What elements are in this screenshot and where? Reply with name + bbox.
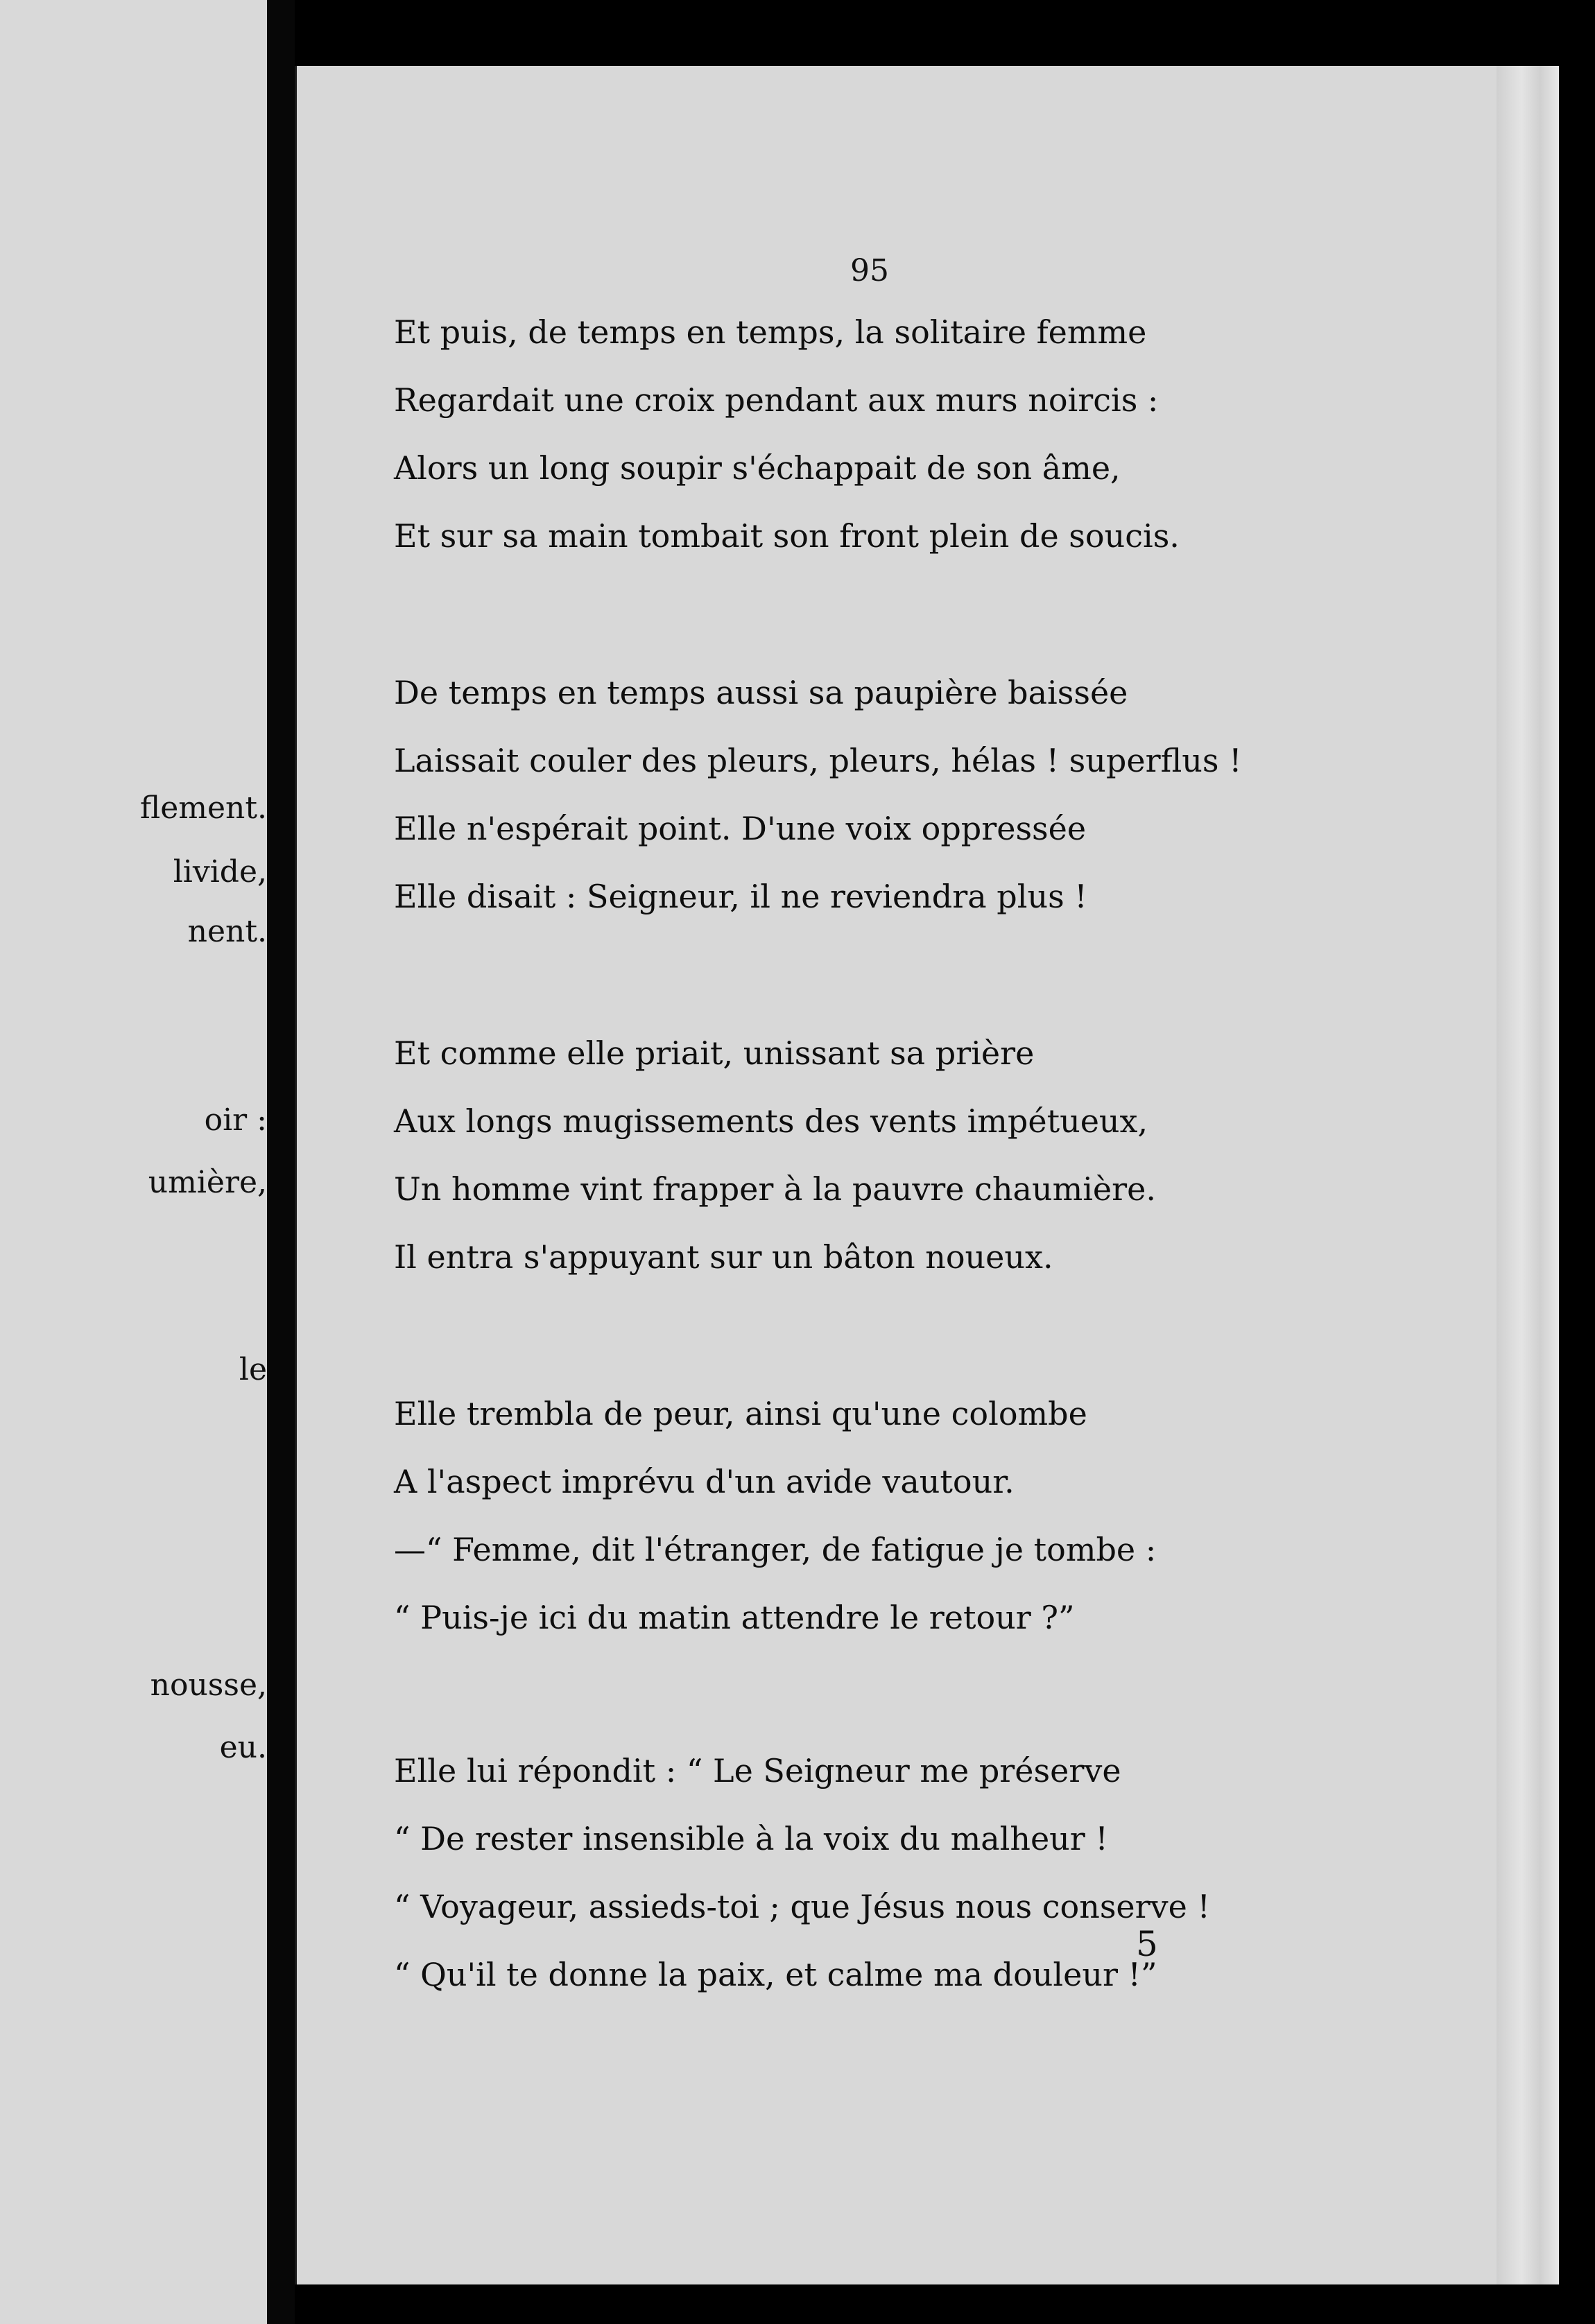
verse-line: “ Voyageur, assieds-toi ; que Jésus nous conserve ! (394, 1888, 1210, 1925)
left-fragment: umière, (148, 1165, 267, 1200)
verse-line: Et puis, de temps en temps, la solitaire femme (394, 313, 1147, 351)
left-fragment: nent. (187, 914, 267, 949)
verse-line: Et sur sa main tombait son front plein de soucis. (394, 517, 1180, 555)
verse-line: Laissait couler des pleurs, pleurs, hélas ! superflus ! (394, 742, 1242, 779)
book-gutter (267, 0, 295, 2324)
verse-line: “ De rester insensible à la voix du malheur ! (394, 1820, 1108, 1857)
page-edge (1497, 66, 1559, 2284)
verse-line: Un homme vint frapper à la pauvre chaumière. (394, 1170, 1156, 1208)
verse-line: Elle disait : Seigneur, il ne reviendra plus ! (394, 878, 1087, 915)
verse-line: Elle n'espérait point. D'une voix oppressée (394, 810, 1087, 847)
right-page (295, 66, 1559, 2284)
verse-line: Regardait une croix pendant aux murs noircis : (394, 381, 1159, 419)
stanza-3 (394, 1019, 1503, 1291)
verse-line: Et comme elle priait, unissant sa prière (394, 1034, 1035, 1072)
stanza-1 (394, 298, 1503, 570)
left-fragment: eu. (219, 1730, 267, 1765)
page-number: 95 (850, 253, 889, 288)
left-fragment: flement. (139, 790, 267, 826)
stanza-4 (394, 1380, 1503, 1651)
verse-line: Il entra s'appuyant sur un bâton noueux. (394, 1238, 1053, 1276)
verse-line: Aux longs mugissements des vents impétueux, (394, 1102, 1148, 1140)
left-page (0, 0, 267, 2324)
left-fragment: le (239, 1352, 267, 1387)
signature-mark: 5 (1136, 1924, 1158, 1964)
verse-line: “ Puis-je ici du matin attendre le retour ?” (394, 1599, 1075, 1636)
verse-line: De temps en temps aussi sa paupière baissée (394, 674, 1128, 711)
verse-line: “ Qu'il te donne la paix, et calme ma douleur !” (394, 1956, 1157, 1993)
verse-line: —“ Femme, dit l'étranger, de fatigue je tombe : (394, 1531, 1157, 1568)
verse-line: Alors un long soupir s'échappait de son âme, (394, 449, 1121, 487)
stanza-5 (394, 1737, 1503, 2009)
verse-line: A l'aspect imprévu d'un avide vautour. (394, 1463, 1015, 1500)
stanza-2 (394, 659, 1503, 930)
left-fragment: nousse, (150, 1667, 267, 1703)
verse-line: Elle trembla de peur, ainsi qu'une colombe (394, 1395, 1087, 1432)
verse-line: Elle lui répondit : “ Le Seigneur me préserve (394, 1752, 1121, 1789)
left-fragment: oir : (204, 1102, 267, 1138)
left-fragment: livide, (173, 854, 267, 890)
